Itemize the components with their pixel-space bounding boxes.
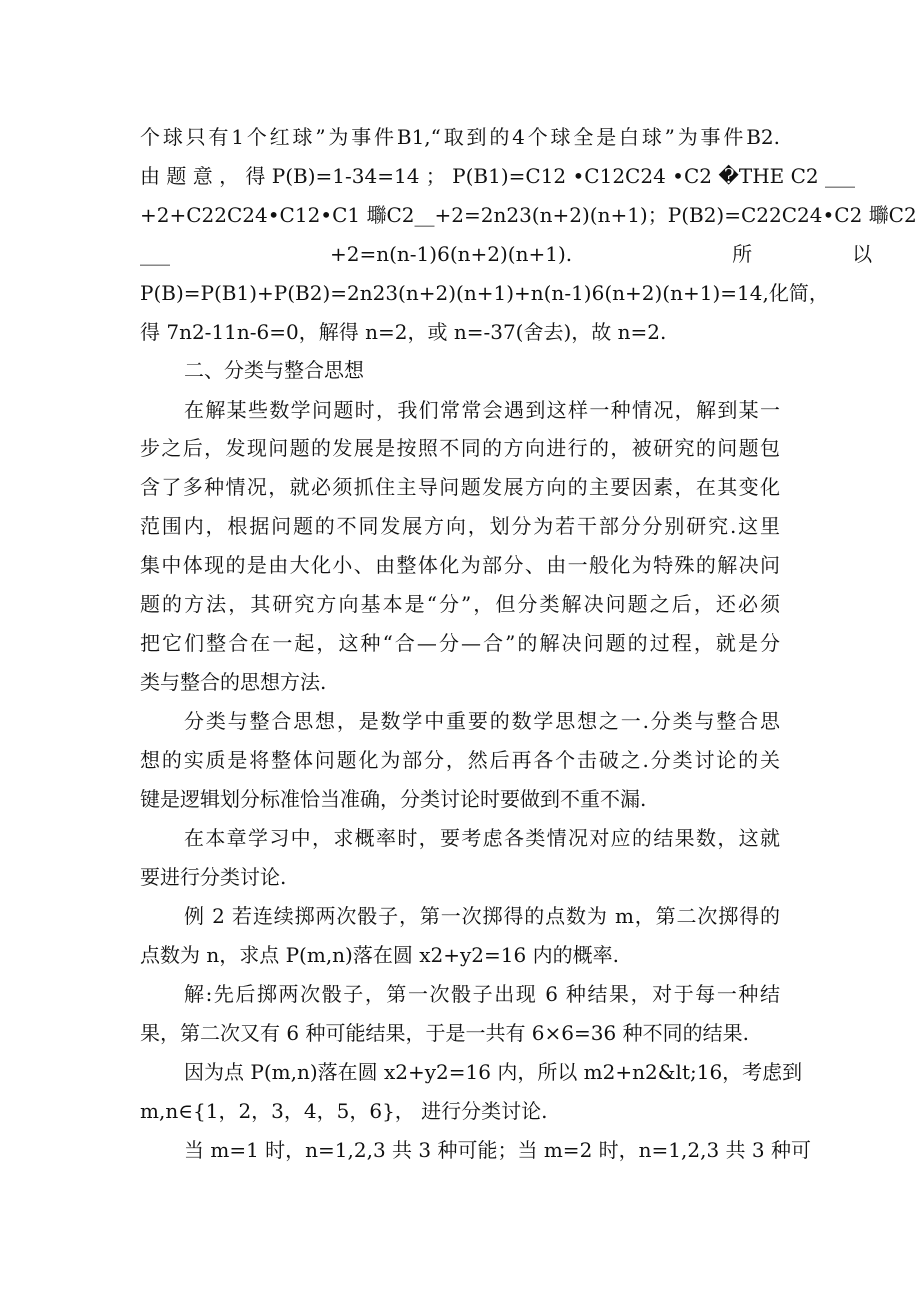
text-line: 因为点 P(m,n)落在圆 x2+y2=16 内，所以 m2+n2&lt;16，考虑到	[184, 1060, 803, 1084]
text-line: 类与整合的思想方法.	[140, 670, 327, 694]
text-line: 当 m=1 时，n=1,2,3 共 3 种可能；当 m=2 时，n=1,2,3 共 3 种可	[184, 1138, 811, 1162]
text-line: 键是逻辑划分标准恰当准确，分类讨论时要做到不重不漏.	[140, 787, 647, 811]
text-line: 题的方法，其研究方向基本是“分”，但分类解决问题之后，还必须	[140, 592, 780, 616]
text-line: m,n∈{1，2，3，4，5，6}， 进行分类讨论.	[140, 1099, 548, 1123]
text-line: 范围内，根据问题的不同发展方向，划分为若干部分分别研究.这里	[140, 514, 780, 538]
text-line: 分类与整合思想，是数学中重要的数学思想之一.分类与整合思	[184, 709, 780, 733]
text-line: P(B)=P(B1)+P(B2)=2n23(n+2)(n+1)+n(n-1)6(n+2)(n+1)=14,化简，	[140, 281, 829, 305]
text-line: 点数为 n，求点 P(m,n)落在圆 x2+y2=16 内的概率.	[140, 943, 619, 967]
text-line: 含了多种情况，就必须抓住主导问题发展方向的主要因素，在其变化	[140, 475, 780, 499]
text-line: 得 7n2-11n-6=0，解得 n=2，或 n=-37(舍去)，故 n=2.	[140, 320, 667, 344]
text-line: ___ +2=n(n-1)6(n+2)(n+1). 所 以	[140, 242, 873, 266]
text-line: 要进行分类讨论.	[140, 865, 287, 889]
text-line: +2+C22C24•C12•C1 壣C2__+2=2n23(n+2)(n+1)；P(B2)=C22C24•C2 壣C2	[140, 203, 917, 227]
text-line: 步之后，发现问题的发展是按照不同的方向进行的，被研究的问题包	[140, 436, 780, 460]
solution-line: 解:先后掷两次骰子，第一次骰子出现 6 种结果，对于每一种结	[184, 982, 780, 1006]
text-line: 集中体现的是由大化小、由整体化为部分、由一般化为特殊的解决问	[140, 553, 780, 577]
text-line: 在解某些数学问题时，我们常常会遇到这样一种情况，解到某一	[184, 398, 780, 422]
text-line: 在本章学习中，求概率时，要考虑各类情况对应的结果数，这就	[184, 826, 780, 850]
example-heading: 例 2 若连续掷两次骰子，第一次掷得的点数为 m，第二次掷得的	[184, 904, 780, 928]
text-line: 想的实质是将整体问题化为部分，然后再各个击破之.分类讨论的关	[140, 748, 780, 772]
section-heading: 二、分类与整合思想	[184, 358, 364, 382]
text-line: 个球只有1个红球”为事件B1,“取到的4个球全是白球”为事件B2.	[140, 125, 780, 149]
text-line: 由 题 意 ， 得 P(B)=1-34=14 ； P(B1)=C12 •C12C24 •C2 �THE C2 ___	[140, 164, 855, 188]
text-line: 果，第二次又有 6 种可能结果，于是一共有 6×6=36 种不同的结果.	[140, 1021, 749, 1045]
text-line: 把它们整合在一起，这种“合—分—合”的解决问题的过程，就是分	[140, 631, 780, 655]
